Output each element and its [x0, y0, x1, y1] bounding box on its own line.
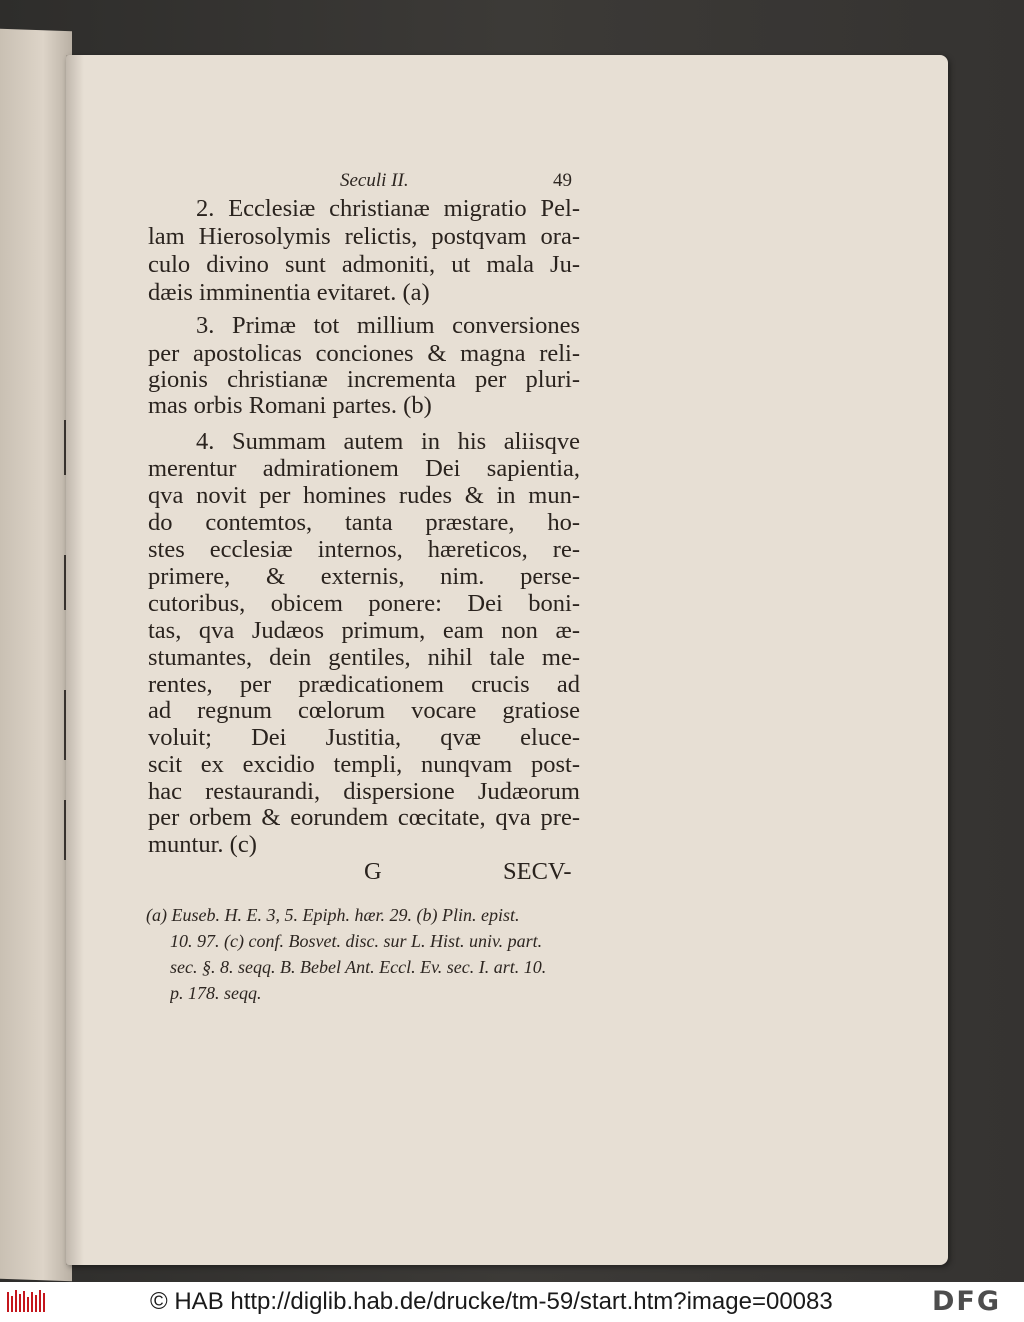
hab-logo-icon [6, 1288, 46, 1316]
text-line: per apostolicas conciones & magna reli- [148, 340, 580, 367]
text-line: merentur admirationem Dei sapientia, [148, 455, 580, 482]
footer-bar [0, 1282, 1024, 1322]
text-line: voluit; Dei Justitia, qvæ eluce- [148, 724, 580, 751]
text-line: rentes, per prædicationem crucis ad [148, 671, 580, 698]
previous-page-edge [0, 29, 72, 1282]
text-line: 4. Summam autem in his aliisqve [196, 428, 580, 455]
text-line: mas orbis Romani partes. (b) [148, 392, 432, 419]
text-line: do contemtos, tanta præstare, ho- [148, 509, 580, 536]
text-line: stes ecclesiæ internos, hæreticos, re- [148, 536, 580, 563]
text-line: ad regnum cœlorum vocare gratiose [148, 697, 580, 724]
text-line: culo divino sunt admoniti, ut mala Ju- [148, 251, 580, 278]
text-line: primere, & externis, nim. perse- [148, 563, 580, 590]
text-line: stumantes, dein gentiles, nihil tale me- [148, 644, 580, 671]
text-line: per orbem & eorundem cœcitate, qva pre- [148, 804, 580, 831]
text-line: gionis christianæ incrementa per pluri- [148, 366, 580, 393]
catchword: SECV- [503, 858, 572, 885]
footnote-line: sec. §. 8. seqq. B. Bebel Ant. Eccl. Ev. sec. I. art. 10. [170, 957, 547, 977]
text-line: muntur. (c) [148, 831, 257, 858]
footnote-line: p. 178. seqq. [170, 983, 262, 1003]
text-line: qva novit per homines rudes & in mun- [148, 482, 580, 509]
text-line: tas, qva Judæos primum, eam non æ- [148, 617, 580, 644]
footnote-line: (a) Euseb. H. E. 3, 5. Epiph. hær. 29. (b) Plin. epist. [146, 905, 520, 925]
text-line: cutoribus, obicem ponere: Dei boni- [148, 590, 580, 617]
footer-credit-link[interactable]: © HAB http://diglib.hab.de/drucke/tm-59/start.htm?image=00083 [150, 1288, 833, 1315]
dfg-logo: DFG [932, 1286, 1002, 1317]
running-head-title: Seculi II. [340, 170, 409, 191]
signature-mark: G [364, 858, 382, 885]
footnote-line: 10. 97. (c) conf. Bosvet. disc. sur L. Hist. univ. part. [170, 931, 543, 951]
text-line: lam Hierosolymis relictis, postqvam ora- [148, 223, 580, 250]
text-line: dæis imminentia evitaret. (a) [148, 279, 430, 306]
text-line: 2. Ecclesiæ christianæ migratio Pel- [196, 195, 580, 222]
page-number: 49 [553, 170, 572, 191]
running-head [340, 170, 572, 196]
text-line: scit ex excidio templi, nunqvam post- [148, 751, 580, 778]
text-line: 3. Primæ tot millium conversiones [196, 312, 580, 339]
text-line: hac restaurandi, dispersione Judæorum [148, 778, 580, 805]
page-gutter-shadow [66, 55, 84, 1265]
